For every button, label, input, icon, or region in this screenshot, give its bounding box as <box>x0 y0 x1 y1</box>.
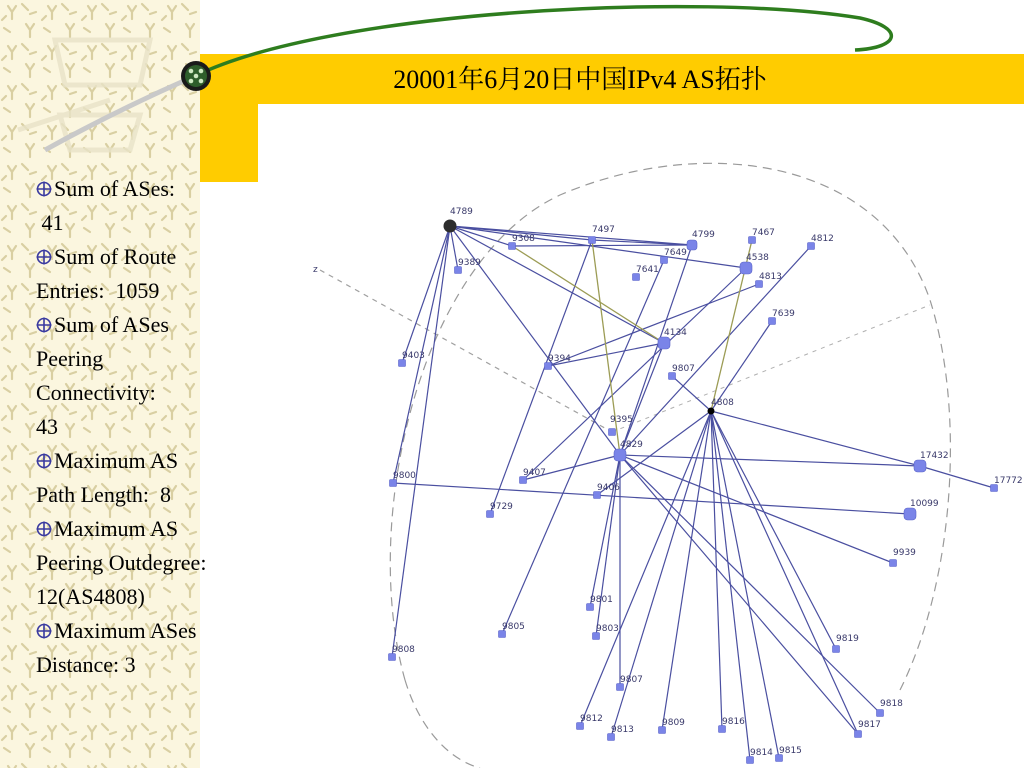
node-marker <box>890 560 897 567</box>
node-as-9407 <box>520 468 546 484</box>
edge-4829-9801 <box>590 455 620 607</box>
node-label: 9813 <box>611 725 634 735</box>
edge-4808-9809 <box>662 411 711 730</box>
node-as-9808 <box>389 645 416 661</box>
node-as-7641 <box>633 265 659 281</box>
node-as-9807b <box>617 675 643 691</box>
node-label: 9809 <box>662 718 685 728</box>
slide-title: 20001年6月20日中国IPv4 AS拓扑 <box>393 65 767 94</box>
edge-9800-10099 <box>393 483 910 514</box>
node-label: 9808 <box>392 645 415 655</box>
node-as-9308 <box>509 234 536 250</box>
stat-label: Sum of ASes <box>54 312 169 337</box>
node-label: 4538 <box>746 253 769 263</box>
node-label: 9308 <box>512 234 535 244</box>
stat-label: Maximum AS <box>54 516 179 541</box>
stat-label-cont: Peering Outdegree: <box>36 550 207 575</box>
node-marker <box>687 240 697 250</box>
node-as-10099 <box>904 499 939 520</box>
stat-label: Sum of Route <box>54 244 177 269</box>
node-label: 9403 <box>402 351 425 361</box>
node-as-9803 <box>593 624 619 640</box>
edge-17432-17772 <box>920 466 994 488</box>
edge-4829-4134 <box>620 343 664 455</box>
node-label: 7467 <box>752 228 775 238</box>
node-label: 9801 <box>590 595 613 605</box>
edge-4789-9403 <box>402 226 450 363</box>
node-label: 9819 <box>836 634 859 644</box>
edge-4808-9819 <box>711 411 836 649</box>
edge-9308-4799 <box>512 245 692 246</box>
node-label: 7497 <box>592 225 615 235</box>
edge-4808-17432 <box>711 411 920 466</box>
node-label: 4134 <box>664 328 687 338</box>
node-as-9389 <box>455 258 482 274</box>
axis-label: z <box>313 265 318 275</box>
node-label: 4799 <box>692 230 715 240</box>
edge-4808-9807 <box>672 376 711 411</box>
node-label: 9805 <box>502 622 525 632</box>
node-marker <box>740 262 752 274</box>
node-as-17772 <box>991 476 1023 492</box>
edge-4789-9808 <box>392 226 450 657</box>
stat-value: Entries: 1059 <box>36 278 160 303</box>
node-as-7639 <box>769 309 796 325</box>
node-label: 9406 <box>597 483 620 493</box>
node-label: 9812 <box>580 714 603 724</box>
node-as-9818 <box>877 699 904 717</box>
node-as-9729 <box>487 502 514 518</box>
node-label: 9729 <box>490 502 513 512</box>
stat-label: Maximum ASes <box>54 618 197 643</box>
node-as-9939 <box>890 548 917 567</box>
node-marker <box>589 237 596 244</box>
node-label: 9814 <box>750 748 773 758</box>
edge-4789-4799 <box>450 226 692 245</box>
node-label: 9807 <box>620 675 643 685</box>
node-as-9805 <box>499 622 525 638</box>
node-marker <box>904 508 916 520</box>
edge-4829-4812 <box>620 246 811 455</box>
stat-value: Distance: 3 <box>36 652 136 677</box>
axis-line <box>320 270 612 432</box>
node-label: 4829 <box>620 440 643 450</box>
node-as-7649 <box>661 248 688 264</box>
node-label: 9939 <box>893 548 916 558</box>
node-label: 9815 <box>779 746 802 756</box>
node-marker <box>833 646 840 653</box>
node-as-4813 <box>756 272 782 288</box>
node-as-7467 <box>749 228 775 244</box>
node-marker <box>444 220 457 233</box>
node-label: 9800 <box>393 471 416 481</box>
edge-4808-9812 <box>580 411 711 726</box>
node-as-4799 <box>687 230 715 250</box>
node-label: 9817 <box>858 720 881 730</box>
node-as-9394 <box>545 354 572 370</box>
node-label: 7641 <box>636 265 659 275</box>
node-as-9817 <box>855 720 881 738</box>
edge-4789-4134 <box>450 226 664 343</box>
node-label: 9807 <box>672 364 695 374</box>
edge-4789-9389 <box>450 226 458 270</box>
node-as-4538 <box>740 253 769 274</box>
node-label: 9818 <box>880 699 903 709</box>
node-as-9814 <box>747 748 774 764</box>
node-label: 9395 <box>610 415 633 425</box>
edge-4829-9817 <box>620 455 858 734</box>
boundary-ellipse <box>390 163 950 690</box>
edge-4829-17432 <box>620 455 920 466</box>
node-label: 7649 <box>664 248 687 258</box>
node-marker <box>914 460 926 472</box>
node-label: 9803 <box>596 624 619 634</box>
node-as-9812 <box>577 714 603 730</box>
stat-label: Sum of ASes: <box>54 176 176 201</box>
stat-value: 43 <box>36 414 58 439</box>
stat-value: Path Length: 8 <box>36 482 172 507</box>
node-label: 4789 <box>450 207 473 217</box>
node-label: 17772 <box>994 476 1023 486</box>
node-as-9819 <box>833 634 860 653</box>
node-label: 9407 <box>523 468 546 478</box>
node-label: 9394 <box>548 354 571 364</box>
node-label: 4813 <box>759 272 782 282</box>
boundary-arc-lower <box>405 680 480 768</box>
edge-9308-4134 <box>512 246 664 343</box>
node-marker <box>609 429 616 436</box>
node-label: 4812 <box>811 234 834 244</box>
node-label: 7639 <box>772 309 795 319</box>
node-as-9403 <box>399 351 425 367</box>
node-marker <box>614 449 626 461</box>
node-label: 10099 <box>910 499 939 509</box>
node-label: 9816 <box>722 717 745 727</box>
node-as-9816 <box>719 717 746 733</box>
node-as-4812 <box>808 234 834 250</box>
graph-nodes <box>389 207 1023 764</box>
edge-4808-9813 <box>611 411 711 737</box>
edge-4829-9939 <box>620 455 893 563</box>
node-as-4808 <box>708 398 735 415</box>
stat-value: 12(AS4808) <box>36 584 145 609</box>
node-marker <box>708 408 715 415</box>
stat-label: Maximum AS <box>54 448 179 473</box>
node-label: 4808 <box>711 398 734 408</box>
node-as-9809 <box>659 718 686 734</box>
node-as-9813 <box>608 725 634 741</box>
stat-value: 41 <box>36 210 64 235</box>
stat-label-cont: Peering <box>36 346 104 371</box>
node-label: 17432 <box>920 451 949 461</box>
node-label: 9389 <box>458 258 481 268</box>
graph-edges <box>392 226 994 760</box>
node-as-9815 <box>776 746 802 762</box>
edge-4829-9818 <box>620 455 880 713</box>
node-marker <box>877 710 884 717</box>
stat-label-cont: Connectivity: <box>36 380 156 405</box>
node-marker <box>855 731 862 738</box>
node-marker <box>658 337 670 349</box>
